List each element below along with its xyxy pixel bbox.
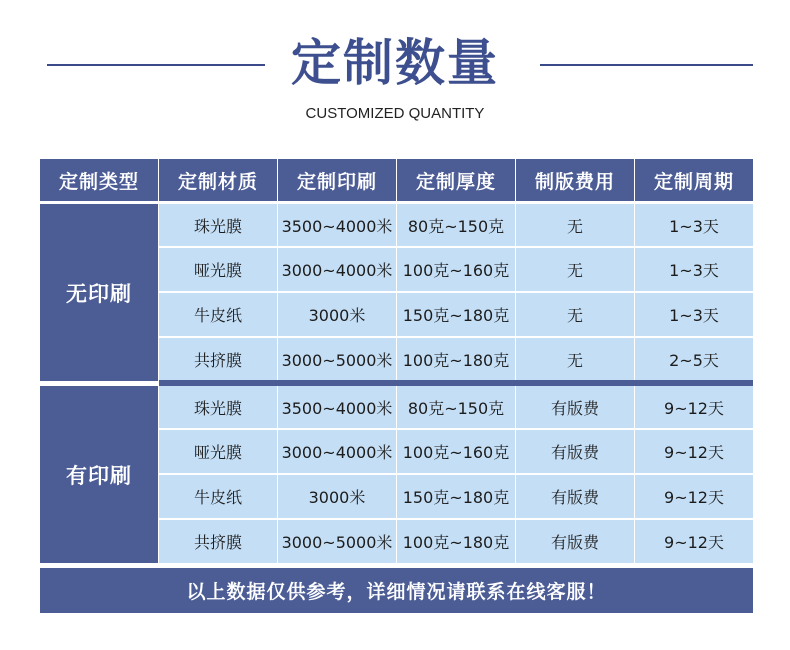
table-cell: 100克~160克 [397, 430, 515, 473]
table-cell: 3000~4000米 [278, 248, 396, 291]
table-cell: 100克~180克 [397, 520, 515, 563]
page-subtitle: CUSTOMIZED QUANTITY [305, 105, 485, 122]
table-cell: 有版费 [516, 430, 634, 473]
table-cell: 2~5天 [635, 338, 753, 381]
table-cell: 100克~180克 [397, 338, 515, 381]
table-cell: 9~12天 [635, 520, 753, 563]
table-cell: 3000米 [278, 475, 396, 518]
table-cell: 无 [516, 338, 634, 381]
footer-note: 以上数据仅供参考，详细情况请联系在线客服！ [40, 568, 753, 613]
column-header: 定制材质 [159, 159, 277, 201]
table-cell: 3000~4000米 [278, 430, 396, 473]
table-cell: 3000~5000米 [278, 520, 396, 563]
table-cell: 3000~5000米 [278, 338, 396, 381]
table-cell: 1~3天 [635, 204, 753, 246]
table-cell: 9~12天 [635, 430, 753, 473]
table-cell: 150克~180克 [397, 293, 515, 336]
table-cell: 3500~4000米 [278, 204, 396, 246]
table-cell: 1~3天 [635, 293, 753, 336]
table-cell: 珠光膜 [159, 386, 277, 428]
table-cell: 珠光膜 [159, 204, 277, 246]
table-cell: 80克~150克 [397, 204, 515, 246]
table-cell: 100克~160克 [397, 248, 515, 291]
table-cell: 牛皮纸 [159, 293, 277, 336]
column-header: 定制印刷 [278, 159, 396, 201]
column-header: 制版费用 [516, 159, 634, 201]
table-cell: 共挤膜 [159, 338, 277, 381]
table-cell: 有版费 [516, 520, 634, 563]
table-cell: 9~12天 [635, 386, 753, 428]
table-cell: 无 [516, 248, 634, 291]
page-title: 定制数量 [291, 34, 499, 92]
table-cell: 有版费 [516, 475, 634, 518]
group-label: 有印刷 [40, 386, 158, 563]
table-cell: 1~3天 [635, 248, 753, 291]
title-divider-right [540, 64, 753, 66]
table-cell: 牛皮纸 [159, 475, 277, 518]
table-cell: 共挤膜 [159, 520, 277, 563]
table-cell: 150克~180克 [397, 475, 515, 518]
column-header: 定制厚度 [397, 159, 515, 201]
table-cell: 3500~4000米 [278, 386, 396, 428]
table-cell: 无 [516, 293, 634, 336]
table-cell: 80克~150克 [397, 386, 515, 428]
table-cell: 无 [516, 204, 634, 246]
group-divider [159, 380, 753, 386]
group-label: 无印刷 [40, 204, 158, 381]
column-header: 定制类型 [40, 159, 158, 201]
table-cell: 9~12天 [635, 475, 753, 518]
title-section [0, 0, 790, 150]
column-header: 定制周期 [635, 159, 753, 201]
table-cell: 有版费 [516, 386, 634, 428]
table-cell: 哑光膜 [159, 248, 277, 291]
table-cell: 哑光膜 [159, 430, 277, 473]
table-cell: 3000米 [278, 293, 396, 336]
